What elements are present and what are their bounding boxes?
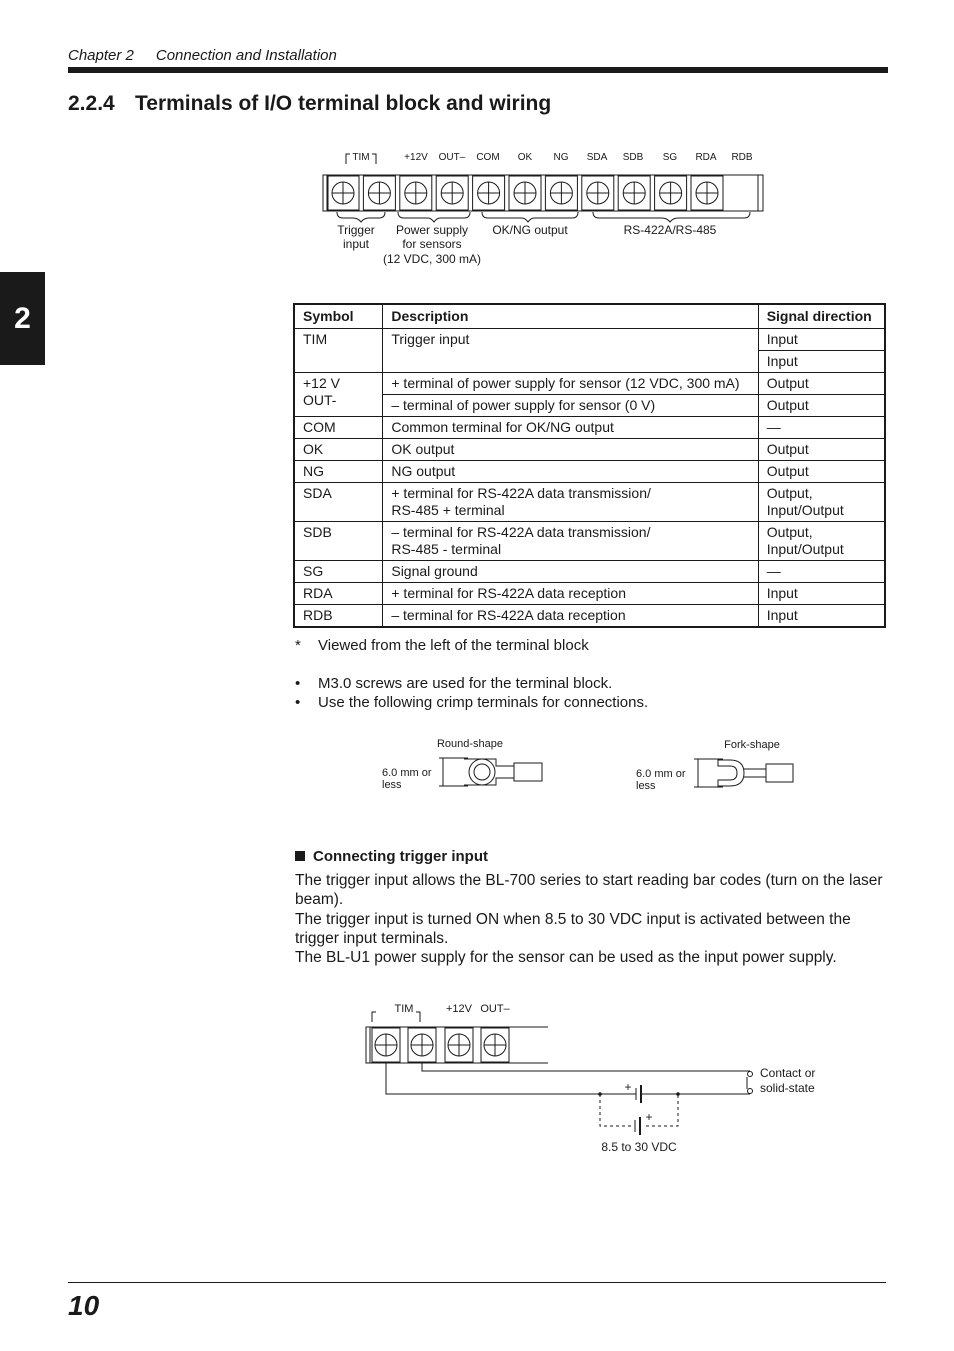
- bullet-mark: •: [295, 675, 301, 692]
- bullet-text: M3.0 screws are used for the terminal block.: [318, 675, 613, 692]
- header-rule: [68, 67, 888, 73]
- terminal-label-ok: OK: [517, 152, 533, 163]
- cell-symbol: OK: [294, 439, 383, 461]
- cell-direction: Input: [758, 351, 885, 373]
- page-number: 10: [68, 1290, 100, 1321]
- contact-line1: Contact or: [760, 1066, 816, 1080]
- section-title-text: Terminals of I/O terminal block and wiring: [135, 92, 552, 115]
- wiring-screws: [372, 1028, 509, 1062]
- cell-direction: Input: [758, 329, 885, 351]
- header-symbol: Symbol: [294, 304, 383, 329]
- cell-description-line: – terminal for RS-422A data transmission/: [391, 524, 651, 540]
- trigger-paragraphs: [295, 871, 885, 967]
- group-rs: RS-422A/RS-485: [623, 223, 717, 237]
- cell-symbol: RDA: [294, 583, 383, 605]
- crimp-terminal-diagram: [378, 733, 808, 803]
- voltage-label: 8.5 to 30 VDC: [601, 1140, 677, 1154]
- table-row: [294, 561, 885, 583]
- contact-line2: solid-state: [760, 1081, 815, 1095]
- section-title: [68, 92, 551, 116]
- notes: [295, 636, 648, 712]
- fork-size-line2: less: [636, 780, 656, 792]
- cell-symbol: SDB: [294, 522, 383, 561]
- cell-description-line: RS-485 - terminal: [391, 541, 502, 557]
- terminal-label-sda: SDA: [586, 152, 608, 163]
- cell-direction: [758, 522, 885, 561]
- trigger-heading-text: Connecting trigger input: [313, 848, 488, 865]
- group-power-line1: Power supply: [395, 223, 469, 237]
- bullet-mark: •: [295, 694, 301, 711]
- cell-direction: —: [758, 561, 885, 583]
- bullet-text: Use the following crimp terminals for connections.: [318, 694, 649, 711]
- cell-description: – terminal of power supply for sensor (0 V): [383, 395, 758, 417]
- table-row: [294, 461, 885, 483]
- table-row: [294, 522, 885, 561]
- cell-direction-line: Input/Output: [766, 541, 844, 557]
- terminal-label-ng: NG: [553, 152, 569, 163]
- fork-shape-label: Fork-shape: [724, 739, 780, 751]
- trigger-wiring-diagram: [360, 995, 830, 1165]
- cell-direction: Output: [758, 461, 885, 483]
- terminal-label-tim: TIM: [352, 152, 370, 163]
- list-item: [295, 693, 648, 712]
- cell-symbol: +12 V OUT-: [294, 373, 383, 417]
- chapter-header: [68, 47, 337, 64]
- paragraph: The trigger input is turned ON when 8.5 to 30 VDC input is activated between the trigger input terminals.: [295, 910, 851, 947]
- group-trigger-line2: input: [342, 237, 370, 251]
- cell-direction-line: Output,: [766, 524, 813, 540]
- cell-direction: Input: [758, 583, 885, 605]
- cell-symbol: TIM: [294, 329, 383, 373]
- table-header-row: [294, 304, 885, 329]
- paragraph: The trigger input allows the BL-700 series to start reading bar codes (turn on the laser beam).: [295, 872, 883, 909]
- chapter-label: Chapter 2: [68, 47, 134, 64]
- cell-symbol: SG: [294, 561, 383, 583]
- cell-description: OK output: [383, 439, 758, 461]
- round-size-line2: less: [382, 779, 402, 791]
- cell-symbol: NG: [294, 461, 383, 483]
- terminal-label-com: COM: [476, 152, 500, 163]
- square-bullet-icon: [295, 851, 305, 861]
- terminal-block-diagram: [310, 140, 780, 275]
- header-direction: Signal direction: [758, 304, 885, 329]
- round-size-line1: 6.0 mm or: [382, 767, 432, 779]
- terminal-label-12v: +12V: [404, 152, 428, 163]
- cell-description: [383, 483, 758, 522]
- terminal-label-sg: SG: [662, 152, 678, 163]
- cell-description: Common terminal for OK/NG output: [383, 417, 758, 439]
- table-row: [294, 439, 885, 461]
- cell-description: Trigger input: [383, 329, 758, 373]
- wiring-label-out: OUT–: [480, 1003, 510, 1015]
- group-power-line2: for sensors: [402, 237, 462, 251]
- terminal-label-sdb: SDB: [622, 152, 644, 163]
- fork-size-line1: 6.0 mm or: [636, 768, 686, 780]
- cell-description: – terminal for RS-422A data reception: [383, 605, 758, 628]
- list-item: [295, 674, 648, 693]
- cell-description: [383, 522, 758, 561]
- table-row: [294, 373, 885, 395]
- table-row: [294, 395, 885, 417]
- terminal-label-rda: RDA: [695, 152, 717, 163]
- table-row: [294, 483, 885, 522]
- chapter-side-tab-label: 2: [14, 301, 31, 335]
- cell-description-line: RS-485 + terminal: [391, 502, 505, 518]
- chapter-title: Connection and Installation: [155, 47, 337, 64]
- cell-symbol: COM: [294, 417, 383, 439]
- cell-direction-line: Input/Output: [766, 502, 844, 518]
- group-okng: OK/NG output: [492, 223, 568, 237]
- header-description: Description: [383, 304, 758, 329]
- section-number: 2.2.4: [68, 92, 115, 115]
- footer-rule: [68, 1282, 886, 1283]
- cell-description: + terminal of power supply for sensor (12 VDC, 300 mA): [383, 373, 758, 395]
- trigger-heading: [295, 848, 488, 865]
- cell-direction: Output: [758, 439, 885, 461]
- wiring-label-tim: TIM: [394, 1003, 414, 1015]
- group-power-line3: (12 VDC, 300 mA): [382, 252, 482, 266]
- main-battery-plus: +: [624, 1080, 632, 1094]
- cell-symbol: RDB: [294, 605, 383, 628]
- table-row: [294, 583, 885, 605]
- cell-description: Signal ground: [383, 561, 758, 583]
- cell-direction-line: Output,: [766, 485, 813, 501]
- wiring-label-12v: +12V: [446, 1003, 472, 1015]
- cell-description: + terminal for RS-422A data reception: [383, 583, 758, 605]
- alt-battery-plus: +: [645, 1110, 653, 1124]
- cell-direction: Output: [758, 395, 885, 417]
- footnote-text: Viewed from the left of the terminal block: [318, 637, 589, 654]
- cell-direction: [758, 483, 885, 522]
- round-shape-label: Round-shape: [436, 738, 504, 750]
- table-row: [294, 329, 885, 351]
- footnote-mark: *: [295, 637, 301, 654]
- cell-symbol: SDA: [294, 483, 383, 522]
- footnote: [295, 636, 648, 655]
- terminal-table: [293, 303, 886, 628]
- table-row: [294, 605, 885, 628]
- terminal-label-out: OUT–: [438, 152, 466, 163]
- terminal-label-rdb: RDB: [731, 152, 753, 163]
- group-trigger-line1: Trigger: [337, 223, 375, 237]
- cell-direction: —: [758, 417, 885, 439]
- table-row: [294, 417, 885, 439]
- cell-direction: Output: [758, 373, 885, 395]
- chapter-side-tab: [0, 272, 45, 365]
- cell-description-line: + terminal for RS-422A data transmission/: [391, 485, 651, 501]
- paragraph: The BL-U1 power supply for the sensor can be used as the input power supply.: [295, 949, 837, 967]
- cell-direction: Input: [758, 605, 885, 628]
- cell-description: NG output: [383, 461, 758, 483]
